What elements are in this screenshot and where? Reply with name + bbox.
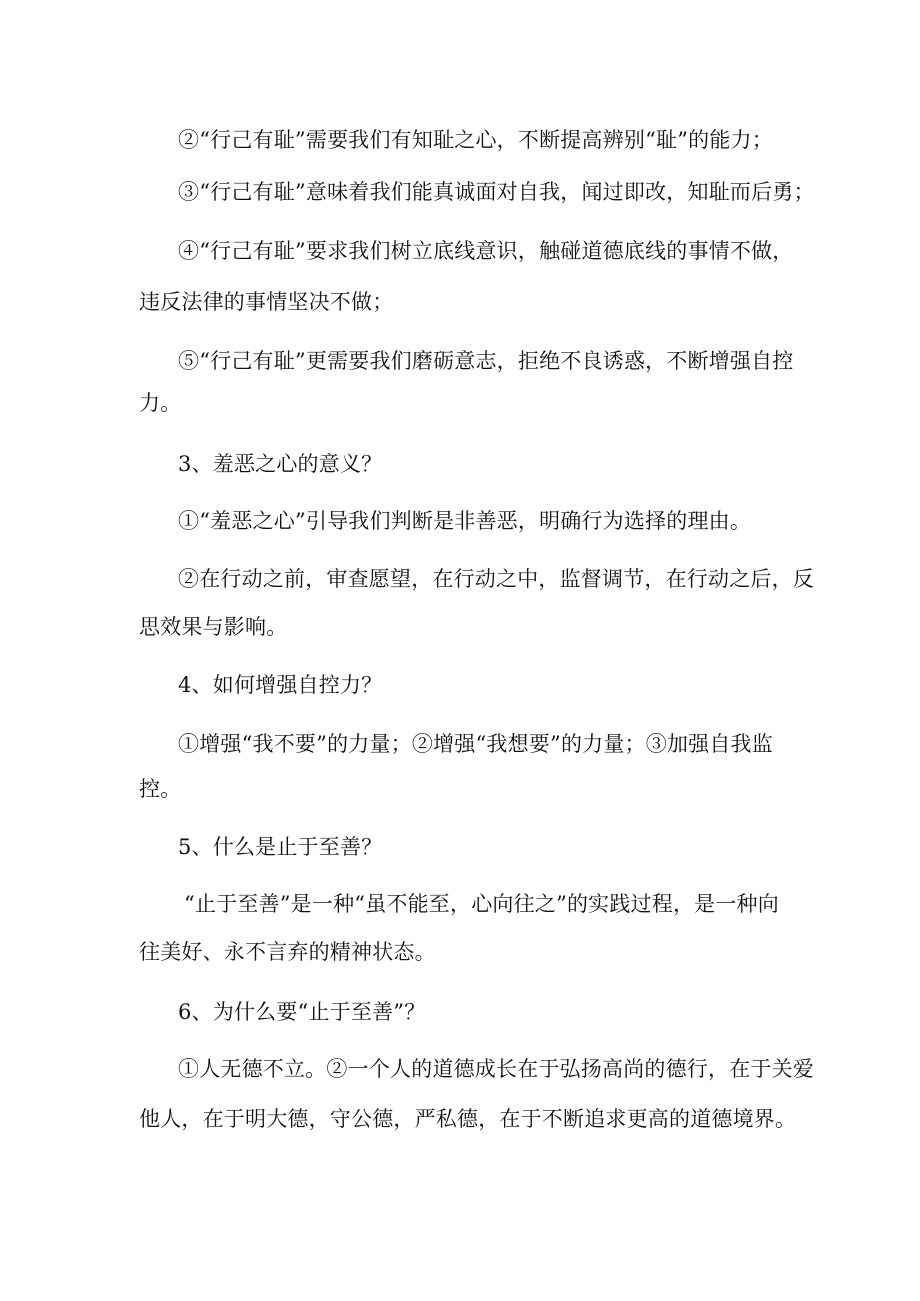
text-line-15: “止于至善”是一种“虽不能至，心向往之”的实践过程，是一种向: [184, 892, 779, 916]
section-heading-6: 6、为什么要“止于至善”？: [178, 1000, 426, 1024]
text-line-5: ⑤“行己有耻”更需要我们磨砺意志，拒绝不良诱惑，不断增强自控: [178, 349, 794, 373]
section-heading-5: 5、什么是止于至善？: [178, 835, 383, 859]
text-line-10: 思效果与影响。: [139, 615, 288, 639]
section-heading-3: 3、羞恶之心的意义？: [178, 452, 383, 476]
text-line-19: 他人，在于明大德，守公德，严私德，在于不断追求更高的道德境界。: [139, 1107, 797, 1131]
text-line-8: ①“羞恶之心”引导我们判断是非善恶，明确行为选择的理由。: [178, 509, 752, 533]
text-line-18: ①人无德不立。②一个人的道德成长在于弘扬高尚的德行，在于关爱: [178, 1057, 814, 1081]
text-line-12: ①增强“我不要”的力量；②增强“我想要”的力量；③加强自我监: [178, 732, 773, 756]
text-line-9: ②在行动之前，审查愿望，在行动之中，监督调节，在行动之后，反: [178, 567, 814, 591]
text-line-1: ②“行己有耻”需要我们有知耻之心，不断提高辨别“耻”的能力；: [178, 128, 773, 152]
text-line-6: 力。: [139, 391, 182, 415]
text-line-3: ④“行己有耻”要求我们树立底线意识，触碰道德底线的事情不做，: [178, 239, 794, 263]
text-line-16: 往美好、永不言弃的精神状态。: [139, 940, 436, 964]
text-line-2: ③“行己有耻”意味着我们能真诚面对自我，闻过即改，知耻而后勇；: [178, 180, 815, 204]
section-heading-4: 4、如何增强自控力？: [178, 673, 383, 697]
text-line-13: 控。: [139, 777, 182, 801]
text-line-4: 违反法律的事情坚决不做；: [139, 290, 394, 314]
